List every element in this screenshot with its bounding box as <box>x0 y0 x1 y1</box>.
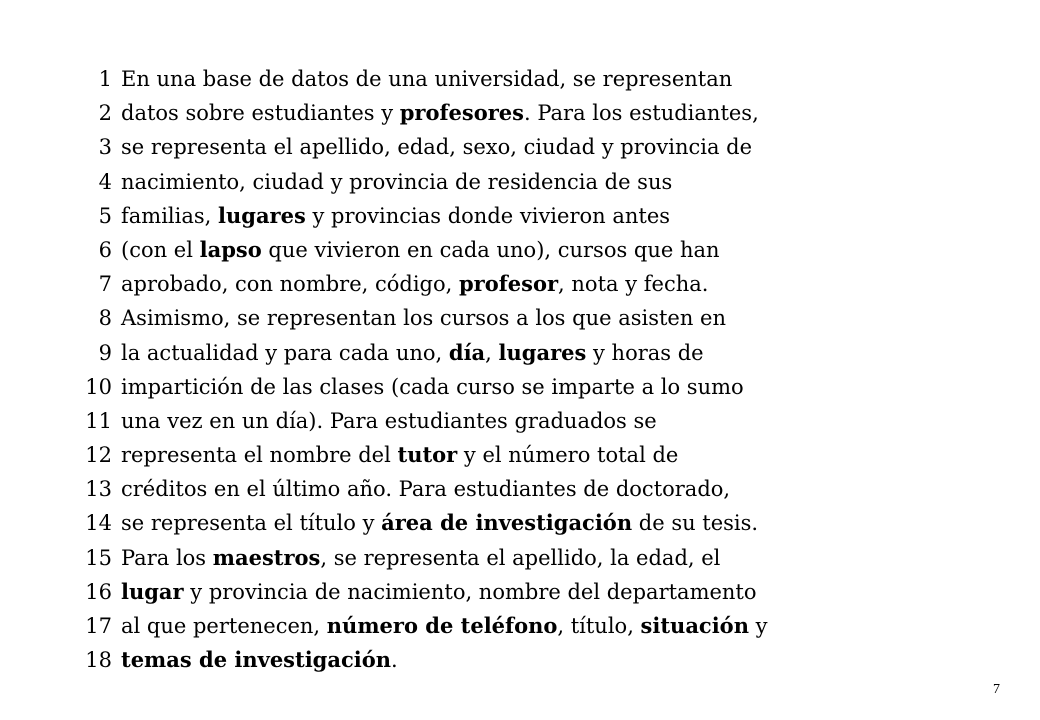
text-line <box>78 233 978 267</box>
line-text <box>121 506 978 540</box>
line-text <box>121 267 978 301</box>
line-number: 8 <box>98 306 112 331</box>
text-line <box>78 301 978 335</box>
text-segment: familias, <box>121 203 219 228</box>
line-number: 1 <box>98 67 112 91</box>
text-segment: representa el nombre del <box>121 443 398 468</box>
text-segment: de su tesis. <box>632 511 759 536</box>
text-segment: y <box>748 614 768 638</box>
text-segment: al que pertenecen, <box>121 614 327 638</box>
bold-term: tutor <box>397 442 458 468</box>
text-segment: , se representa el apellido, la edad, el <box>320 545 721 570</box>
line-number: 6 <box>98 237 112 262</box>
line-text <box>121 575 978 609</box>
line-text <box>121 233 978 267</box>
text-line <box>78 506 978 540</box>
line-number: 10 <box>85 374 112 399</box>
bold-term: día <box>448 339 486 365</box>
line-number: 2 <box>98 101 112 126</box>
line-text <box>121 96 978 130</box>
text-segment: impartición de las clases (cada curso se imparte a lo sumo <box>121 374 744 399</box>
text-segment: créditos en el último año. Para estudiantes de doctorado, <box>121 477 731 502</box>
text-line <box>78 96 978 130</box>
text-segment: datos sobre estudiantes y <box>121 101 400 126</box>
numbered-text-block <box>78 62 978 677</box>
bold-term: número de teléfono <box>326 613 558 638</box>
text-segment: una vez en un día). Para estudiantes graduados se <box>121 408 657 433</box>
text-segment: Para los <box>121 545 213 570</box>
bold-term: profesor <box>459 271 559 297</box>
bold-term: lapso <box>199 236 262 262</box>
line-number: 9 <box>98 340 112 365</box>
text-segment: la actualidad y para cada uno, <box>121 340 449 365</box>
bold-term: maestros <box>212 544 321 570</box>
line-number: 12 <box>85 443 112 468</box>
text-segment: y horas de <box>586 340 704 365</box>
text-segment: , <box>485 340 499 365</box>
text-segment: aprobado, con nombre, código, <box>121 272 459 297</box>
text-line <box>78 62 978 96</box>
line-number: 17 <box>85 614 112 638</box>
text-segment: Asimismo, se representan los cursos a los que asisten en <box>121 306 727 331</box>
text-line <box>78 575 978 609</box>
text-line <box>78 404 978 438</box>
line-text <box>121 472 978 506</box>
line-text <box>121 643 978 677</box>
text-segment: y provincia de nacimiento, nombre del departamento <box>183 579 757 604</box>
line-text <box>121 541 978 575</box>
text-line <box>78 541 978 575</box>
text-segment: y el número total de <box>457 443 679 468</box>
line-text <box>121 404 978 438</box>
line-number: 18 <box>85 648 112 673</box>
bold-term: profesores <box>399 100 524 126</box>
text-line <box>78 165 978 199</box>
bold-term: lugares <box>218 202 306 228</box>
bold-term: lugar <box>121 578 184 604</box>
text-line <box>78 609 978 643</box>
line-number: 5 <box>98 203 112 228</box>
bold-term: situación <box>640 613 749 638</box>
text-segment: se representa el apellido, edad, sexo, ciudad y provincia de <box>121 135 753 160</box>
text-segment: se representa el título y <box>121 511 382 536</box>
line-text <box>121 199 978 233</box>
text-segment: (con el <box>121 237 200 262</box>
line-number: 13 <box>85 477 112 502</box>
text-segment: y provincias donde vivieron antes <box>305 203 671 228</box>
text-segment: . <box>391 648 398 673</box>
bold-term: área de investigación <box>381 510 633 536</box>
page-number: 7 <box>993 682 1000 697</box>
line-text <box>121 336 978 370</box>
text-line <box>78 438 978 472</box>
line-text <box>121 62 978 96</box>
line-text <box>121 130 978 164</box>
line-number: 4 <box>98 169 112 194</box>
text-line <box>78 370 978 404</box>
line-number: 16 <box>85 579 112 604</box>
line-number: 11 <box>85 408 112 433</box>
text-segment: nacimiento, ciudad y provincia de residencia de sus <box>121 169 673 194</box>
line-text <box>121 370 978 404</box>
line-text <box>121 438 978 472</box>
text-segment: , nota y fecha. <box>558 272 709 297</box>
text-segment: , título, <box>557 614 641 638</box>
bold-term: lugares <box>498 339 587 365</box>
text-line <box>78 336 978 370</box>
text-line <box>78 130 978 164</box>
line-text <box>121 165 978 199</box>
line-text <box>121 301 978 335</box>
text-segment: . Para los estudiantes, <box>523 101 759 126</box>
text-segment: En una base de datos de una universidad, se representan <box>121 67 733 91</box>
line-number: 15 <box>85 545 112 570</box>
text-line <box>78 267 978 301</box>
line-number: 7 <box>98 272 112 297</box>
line-number: 14 <box>85 511 112 536</box>
bold-term: temas de investigación <box>121 647 392 673</box>
line-text <box>121 609 978 643</box>
text-line <box>78 472 978 506</box>
line-number: 3 <box>98 135 112 160</box>
text-line <box>78 643 978 677</box>
text-segment: que vivieron en cada uno), cursos que han <box>261 237 720 262</box>
text-line <box>78 199 978 233</box>
